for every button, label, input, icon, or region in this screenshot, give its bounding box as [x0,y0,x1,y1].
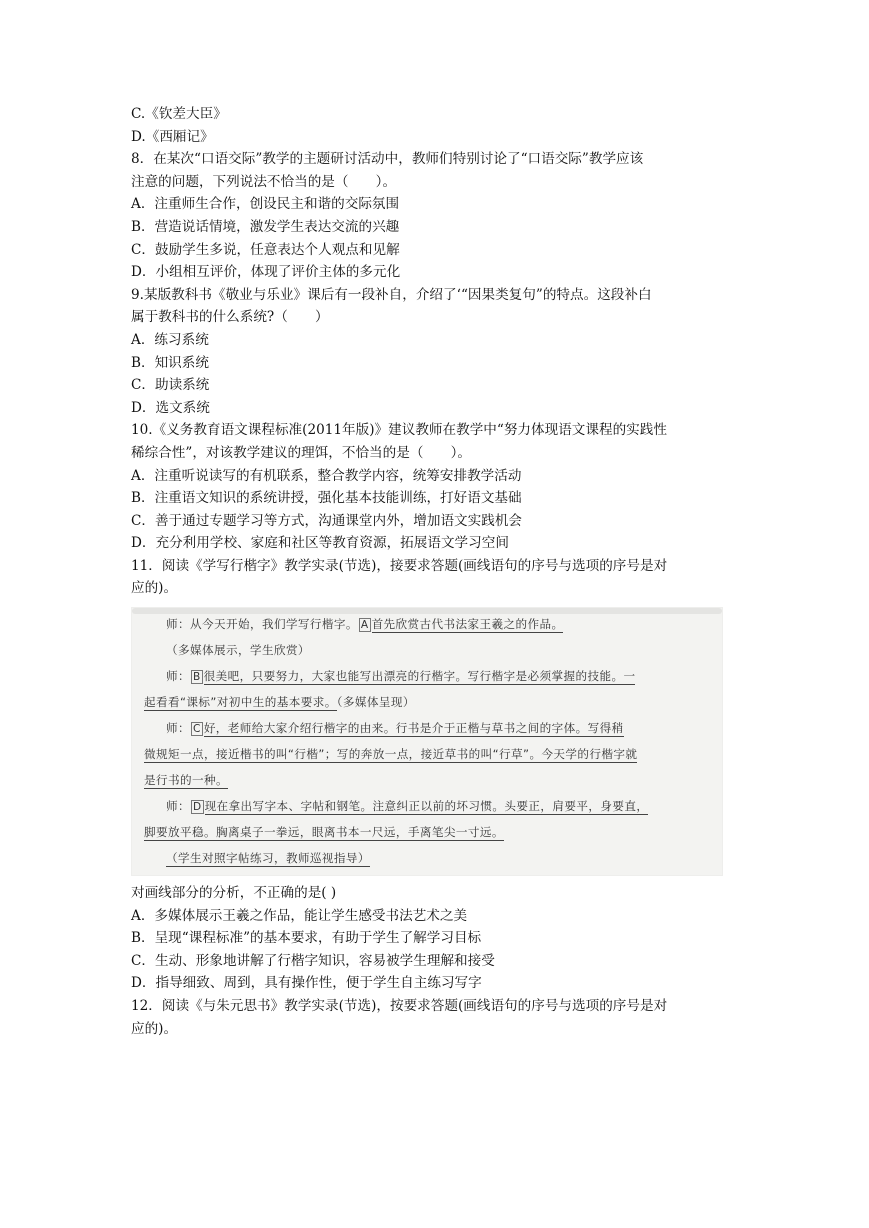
excerpt-text: 师： [166,799,190,814]
excerpt-line [166,798,648,814]
option-line: D．充分利用学校、家庭和社区等教育资源，拓展语文学习空间 [131,535,509,552]
excerpt-line [166,850,370,866]
scanned-excerpt-image [131,607,723,876]
option-line: C．善于通过专题学习等方式，沟通课堂内外，增加语文实践机会 [131,512,523,529]
excerpt-line: （多媒体展示，学生欣赏） [166,643,310,658]
option-line: C．鼓励学生多说，任意表达个人观点和见解 [131,241,400,258]
excerpt-tag: C [193,723,201,736]
excerpt-line [166,668,635,684]
excerpt-line [144,694,415,710]
option-line: A．注重师生合作，创设民主和谐的交际氛围 [131,196,400,213]
underlined-sentence-b: 起看看“课标”对初中生的基本要求。 [144,695,337,710]
question-11-stem: 11．阅读《学写行楷字》教学实录(节选)，接要求答题(画线语句的序号与选项的序号是对 [131,557,668,574]
option-line: B．知识系统 [131,354,209,371]
excerpt-line [166,720,624,736]
excerpt-text: 师： [166,669,190,684]
text-block-after [131,882,741,1040]
question-9-stem: 属于教科书的什么系统?（ ） [131,309,329,326]
document-page [131,103,741,1040]
question-8-stem: 注意的问题，下列说法不恰当的是（ ）。 [131,173,397,190]
question-10-stem: 稀综合性”，对该教学建议的理饵，不恰当的是（ ）。 [131,444,471,461]
option-line: A．多媒体展示王羲之作品，能让学生感受书法艺术之美 [131,907,468,924]
question-12-stem: 应的)。 [131,1020,178,1037]
option-line: B．注重语文知识的系统讲授，强化基本技能训练，打好语文基础 [131,490,522,507]
option-line: D．指导细致、周到，具有操作性，便于学生自主练习写字 [131,975,482,992]
excerpt-line [166,616,563,632]
excerpt-line [144,772,228,788]
option-line: A．练习系统 [131,331,209,348]
excerpt-tag: B [193,671,201,684]
question-11-prompt: 对画线部分的分析，不正确的是( ) [131,885,337,902]
question-8-stem: 8．在某次“口语交际”教学的主题研讨活动中，教师们特别讨论了“口语交际”教学应该 [131,151,644,168]
excerpt-text: 师：从今天开始，我们学写行楷字。 [166,617,358,632]
question-10-stem: 10.《义务教育语文课程标准(2011年版)》建议教师在教学中“努力体现语文课程的实践性 [131,422,667,439]
underlined-sentence-a: 首先欣赏古代书法家王羲之的作品。 [371,617,564,632]
underlined-sentence-c: 是行书的一种。 [144,773,228,788]
option-line: A．注重听说读写的有机联系，整合教学内容，统筹安排教学活动 [131,467,522,484]
underlined-sentence-c: 好，老师给大家介绍行楷字的由来。行书是介于正楷与草书之间的字体。写得稍 [203,721,624,736]
excerpt-line [144,746,637,762]
underlined-sentence-c: 微规矩一点，接近楷书的叫“行楷”；写的奔放一点，接近草书的叫“行草”。今天学的行楷字就 [144,747,638,762]
option-line: B．营造说话情境，激发学生表达交流的兴趣 [131,218,400,235]
excerpt-text: （多媒体呈现） [336,695,415,710]
excerpt-tag: A [360,619,369,632]
option-line: C．助读系统 [131,377,210,394]
underlined-sentence-d: 脚要放平稳。胸离桌子一拳远，眼离书本一尺远，手离笔尖一寸远。 [144,825,504,840]
excerpt-text: 师： [166,721,190,736]
underlined-sentence-b: 很美吧，只要努力，大家也能写出漂亮的行楷字。写行楷字是必须掌握的技能。一 [203,669,636,684]
option-line: D．小组相互评价，体现了评价主体的多元化 [131,264,401,281]
option-line: D.《西厢记》 [131,128,214,145]
question-11-stem: 应的)。 [131,580,178,597]
excerpt-text: （学生对照字帖练习，教师巡视指导） [166,851,370,866]
question-9-stem: 9.某版教科书《敬业与乐业》课后有一段补自，介绍了‘“因果类复句”的特点。这段补白 [131,286,652,303]
text-block-before [131,103,741,600]
option-line: D．选文系统 [131,399,210,416]
underlined-sentence-d: 现在拿出写字本、字帖和钢笔。注意纠正以前的坏习惯。头要正，肩要平，身要直， [204,799,649,814]
excerpt-line [144,824,504,840]
option-line: C．生动、形象地讲解了行楷字知识，容易被学生理解和接受 [131,952,495,969]
question-12-stem: 12．阅读《与朱元思书》教学实录(节选)，按要求答题(画线语句的序号与选项的序号是对 [131,998,668,1015]
option-line: B．呈现“课程标准”的基本要求，有助于学生了解学习目标 [131,930,482,947]
excerpt-tag: D [193,801,202,814]
scan-smudge [132,608,722,614]
option-line: C.《钦差大臣》 [131,106,227,122]
